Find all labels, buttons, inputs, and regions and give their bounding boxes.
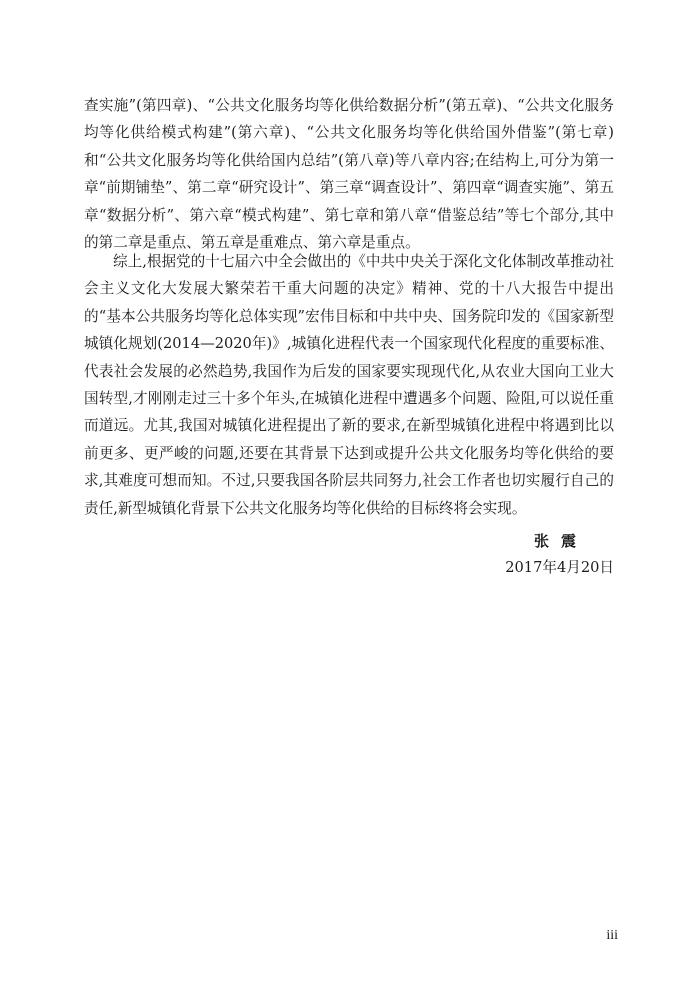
- signature-date: 2017年4月20日: [505, 559, 614, 576]
- page-number: iii: [606, 928, 618, 943]
- body-paragraph-2: 综上,根据党的十七届六中全会做出的《中共中央关于深化文化体制改革推动社会主义文化大发展大繁荣若干重大问题的决定》精神、党的十八大报告中提出的“基本公共服务均等化总体实现”宏伟目标和中共中央、国务院印发的《国家新型城镇化规划(2014—2020年)》,城镇化进程代表一个国家现代化程度的重要标准、代表社会发展的必然趋势,我国作为后发的国家要实现现代化,从农业大国向工业大国转型,才刚刚走过三十多个年头,在城镇化进程中遭遇多个问题、险阻,可以说任重而道远。尤其,我国对城镇化进程提出了新的要求,在新型城镇化进程中将遇到比以前更多、更严峻的问题,还要在其背景下达到或提升公共文化服务均等化供给的要求,其难度可想而知。不过,只要我国各阶层共同努力,社会工作者也切实履行自己的责任,新型城镇化背景下公共文化服务均等化供给的目标终将会实现。: [84, 253, 614, 517]
- body-paragraph-1: 查实施”(第四章)、“公共文化服务均等化供给数据分析”(第五章)、“公共文化服务均等化供给模式构建”(第六章)、“公共文化服务均等化供给国外借鉴”(第七章)和“公共文化服务均等化供给国内总结”(第八章)等八章内容;在结构上,可分为第一章“前期铺垫”、第二章“研究设计”、第三章“调查设计”、第四章“调查实施”、第五章“数据分析”、第六章“模式构建”、第七章和第八章“借鉴总结”等七个部分,其中的第二章是重点、第五章是重难点、第六章是重点。: [84, 97, 614, 252]
- author-signature: 张震: [533, 532, 588, 550]
